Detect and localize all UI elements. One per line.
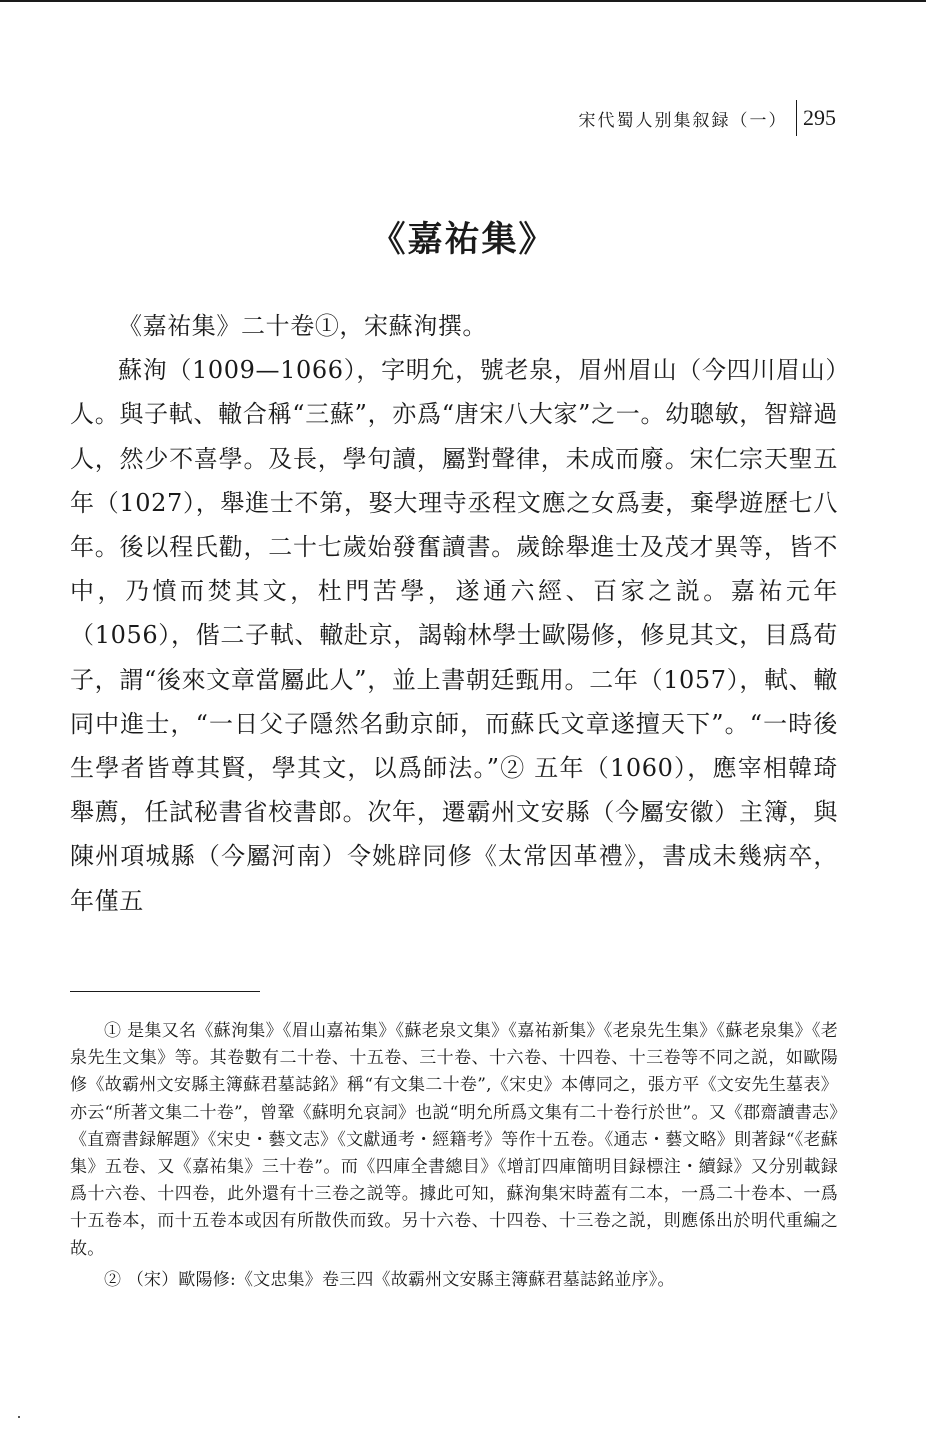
footnote	[70, 1267, 838, 1294]
running-title: 宋代蜀人别集叙録（一）	[578, 110, 788, 131]
paragraph-text: 五年（1060），應宰相韓琦舉薦，任試秘書省校書郎。次年，遷霸州文安縣（今屬安徽）主簿，與陳州項城縣（今屬河南）令姚辟同修《太常因革禮》，書成未幾病卒，年僅五	[70, 754, 838, 915]
footnote-text: （宋）歐陽修:《文忠集》卷三四《故霸州文安縣主簿蘇君墓誌銘並序》。	[126, 1269, 675, 1290]
paragraph-text: 《嘉祐集》二十卷	[118, 312, 315, 340]
footnote-reference: ②	[499, 754, 526, 783]
footnote-reference: ①	[314, 312, 340, 340]
chapter-title: 《嘉祐集》	[370, 219, 556, 260]
paragraph-text: 蘇洵（1009—1066），字明允，號老泉，眉州眉山（今四川眉山）人。與子軾、轍合稱“三蘇”，亦爲“唐宋八大家”之一。幼聰敏，智辯過人，然少不喜學。及長，學句讀，屬對聲律，未成而廢。宋仁宗天聖五年（1027），舉進士不第，娶大理寺丞程文應之女爲妻，棄學遊歷七八年。後以程氏勸，二十七歲始發奮讀書。歲餘舉進士及茂才異等，皆不中，乃憤而焚其文，杜門苦學，遂通六經、百家之説。嘉祐元年（1056），偕二子軾、轍赴京，謁翰林學士歐陽修，修見其文，目爲荀子，謂“後來文章當屬此人”，並上書朝廷甄用。二年（1057），軾、轍同中進士，“一日父子隱然名動京師，而蘇氏文章遂擅天下”。“一時後生學者皆尊其賢，學其文，以爲師法。”	[70, 356, 838, 783]
running-header	[579, 100, 837, 136]
footnote-separator	[70, 991, 260, 992]
footnote-text: 是集又名《蘇洵集》《眉山嘉祐集》《蘇老泉文集》《嘉祐新集》《老泉先生集》《蘇老泉集》《老泉先生文集》等。其卷數有二十卷、十五卷、三十卷、十六卷、十四卷、十三卷等不同之説，如歐陽修《故霸州文安縣主簿蘇君墓誌銘》稱“有文集二十卷”,《宋史》本傳同之，張方平《文安先生墓表》亦云“所著文集二十卷”，曾鞏《蘇明允哀詞》也説“明允所爲文集有二十卷行於世”。又《郡齋讀書志》《直齋書録解題》《宋史・藝文志》《文獻通考・經籍考》等作十五卷。《通志・藝文略》則著録“《老蘇集》五卷、又《嘉祐集》三十卷”。而《四庫全書總目》《增訂四庫簡明目録標注・續録》又分别載録爲十六卷、十四卷，此外還有十三卷之説等。據此可知，蘇洵集宋時蓋有二本，一爲二十卷本、一爲十五卷本，而十五卷本或因有所散佚而致。另十六卷、十四卷、十三卷之説，則應係出於明代重編之故。	[70, 1021, 838, 1259]
scan-artifact	[18, 1416, 20, 1418]
page-top-rule	[0, 0, 926, 2]
body-paragraph	[70, 348, 838, 923]
body-paragraph	[70, 304, 838, 348]
footnote-mark: ②	[104, 1269, 122, 1290]
footnote	[70, 1018, 838, 1263]
body-text	[70, 304, 838, 923]
paragraph-text: ，宋蘇洵撰。	[339, 312, 488, 340]
footnote-mark: ①	[104, 1021, 122, 1041]
footnotes	[70, 1018, 838, 1294]
page-number: 295	[803, 105, 836, 130]
